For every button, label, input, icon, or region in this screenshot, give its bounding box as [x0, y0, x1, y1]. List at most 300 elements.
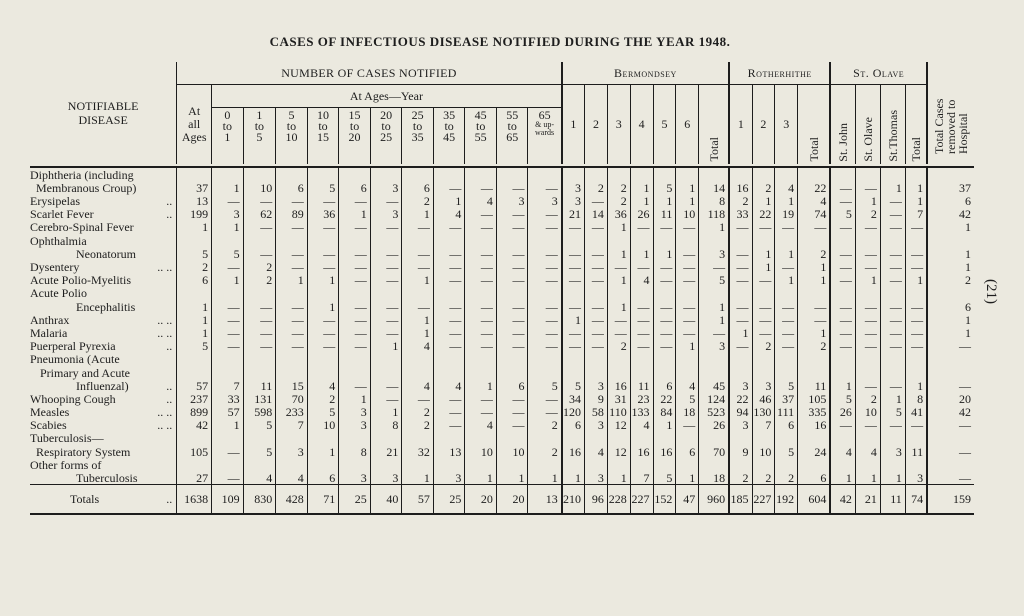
- table-cell: —: [496, 392, 528, 405]
- table-cell: [528, 167, 562, 181]
- table-cell: —: [276, 194, 308, 207]
- table-cell: —: [729, 220, 752, 233]
- table-cell: —: [243, 313, 276, 326]
- totals-cell: 25: [433, 485, 465, 515]
- table-cell: [775, 352, 798, 365]
- table-cell: —: [370, 313, 402, 326]
- table-cell: 10: [855, 405, 880, 418]
- table-cell: [880, 365, 905, 378]
- table-cell: 18: [676, 405, 699, 418]
- all-ages-header: At all Ages: [181, 103, 207, 144]
- table-cell: —: [496, 181, 528, 194]
- table-cell: —: [496, 326, 528, 339]
- table-cell: —: [402, 247, 434, 260]
- table-cell: —: [959, 378, 971, 393]
- table-cell: —: [855, 339, 880, 352]
- table-cell: —: [653, 220, 676, 233]
- table-cell: —: [212, 444, 244, 457]
- table-cell: —: [212, 339, 244, 352]
- table-row: [30, 207, 974, 220]
- table-cell: —: [339, 379, 371, 392]
- table-cell: 22: [752, 207, 775, 220]
- table-cell: 1: [676, 181, 699, 194]
- table-cell: [880, 458, 905, 471]
- age-band-to: 20: [348, 130, 361, 144]
- table-cell: —: [855, 299, 880, 312]
- age-band-from: 15: [348, 108, 361, 122]
- table-cell: 1: [607, 220, 630, 233]
- table-cell: 7: [276, 418, 308, 431]
- table-cell: —: [855, 181, 880, 194]
- table-cell: [905, 233, 927, 246]
- table-cell: [775, 458, 798, 471]
- table-cell: 1: [177, 220, 212, 233]
- table-cell: —: [775, 220, 798, 233]
- table-cell: 16: [653, 444, 676, 457]
- page-number: (21): [983, 279, 999, 304]
- table-cell: [927, 352, 974, 365]
- bermondsey-total-header: Total: [706, 137, 721, 162]
- table-cell: —: [676, 220, 699, 233]
- age-band-to-word: to: [475, 119, 486, 133]
- table-cell: 11: [905, 444, 927, 457]
- table-cell: —: [528, 326, 562, 339]
- table-cell: [276, 167, 308, 181]
- table-cell: —: [528, 181, 562, 194]
- table-cell: —: [905, 299, 927, 312]
- table-cell: 1: [965, 260, 971, 274]
- table-cell: 5: [243, 418, 276, 431]
- table-cell: —: [585, 313, 608, 326]
- table-cell: —: [855, 418, 880, 431]
- bermondsey-col-4: 4: [630, 85, 653, 164]
- table-cell: —: [630, 299, 653, 312]
- table-cell: —: [775, 260, 798, 273]
- table-cell: 1: [528, 471, 562, 485]
- table-cell: —: [855, 260, 880, 273]
- table-cell: —: [307, 220, 339, 233]
- table-cell: 2: [752, 181, 775, 194]
- age-band-to: 10: [285, 130, 298, 144]
- table-cell: 1: [177, 326, 212, 339]
- table-cell: [433, 365, 465, 378]
- leader-dots: .. ..: [157, 405, 173, 420]
- table-cell: 10: [307, 418, 339, 431]
- leader-dots: ..: [166, 207, 173, 222]
- table-cell: 131: [243, 392, 276, 405]
- table-cell: —: [276, 247, 308, 260]
- table-cell: —: [496, 405, 528, 418]
- table-cell: [699, 233, 729, 246]
- table-cell: 5: [307, 181, 339, 194]
- ages-year-header: At Ages—Year: [212, 85, 562, 108]
- table-cell: 10: [496, 444, 528, 457]
- table-cell: [496, 431, 528, 444]
- table-cell: —: [630, 220, 653, 233]
- table-cell: [585, 167, 608, 181]
- table-cell: —: [752, 220, 775, 233]
- table-cell: 3: [585, 379, 608, 392]
- disease-label: [30, 299, 177, 312]
- table-cell: —: [339, 299, 371, 312]
- table-cell: —: [585, 247, 608, 260]
- table-cell: —: [307, 339, 339, 352]
- table-cell: [927, 233, 974, 246]
- disease-label: [30, 444, 177, 457]
- table-cell: —: [752, 326, 775, 339]
- table-cell: 1: [402, 207, 434, 220]
- table-cell: —: [243, 339, 276, 352]
- table-cell: 10: [243, 181, 276, 194]
- table-cell: 34: [562, 392, 585, 405]
- disease-label: [30, 220, 177, 233]
- age-band-header: [307, 108, 339, 164]
- disease-label: [30, 392, 177, 405]
- table-cell: —: [653, 326, 676, 339]
- table-cell: [752, 286, 775, 299]
- table-cell: 1: [653, 418, 676, 431]
- table-cell: [307, 167, 339, 181]
- table-cell: 110: [607, 405, 630, 418]
- age-band-header: [370, 108, 402, 164]
- table-cell: —: [729, 313, 752, 326]
- bermondsey-col-1: 1: [562, 85, 585, 164]
- table-cell: 3: [585, 471, 608, 485]
- disease-name: Scarlet Fever: [30, 207, 94, 222]
- table-cell: —: [433, 260, 465, 273]
- table-cell: 5: [212, 247, 244, 260]
- bermondsey-col-2: 2: [585, 85, 608, 164]
- disease-name: Acute Polio: [30, 286, 87, 301]
- table-cell: 899: [177, 405, 212, 418]
- table-cell: [402, 365, 434, 378]
- totals-cell: 192: [775, 485, 798, 515]
- table-cell: [177, 431, 212, 444]
- table-cell: [905, 286, 927, 299]
- table-cell: 57: [212, 405, 244, 418]
- table-cell: [433, 286, 465, 299]
- table-cell: —: [212, 326, 244, 339]
- table-cell: 5: [775, 444, 798, 457]
- table-cell: 3: [729, 379, 752, 392]
- table-row: [30, 194, 974, 207]
- table-cell: 2: [528, 444, 562, 457]
- disease-label: [30, 471, 177, 485]
- table-cell: —: [729, 260, 752, 273]
- table-cell: 4: [402, 339, 434, 352]
- table-cell: 1: [562, 471, 585, 485]
- table-cell: [699, 365, 729, 378]
- table-cell: 1: [905, 273, 927, 286]
- table-cell: [855, 352, 880, 365]
- totals-cell: 1638: [177, 485, 212, 515]
- table-cell: 1: [562, 313, 585, 326]
- removed-to-hospital-header: Total Cases removed to Hospital: [932, 98, 971, 154]
- table-cell: [880, 233, 905, 246]
- table-cell: [699, 458, 729, 471]
- table-cell: 2: [798, 247, 831, 260]
- table-cell: 1: [965, 246, 971, 261]
- table-cell: 1: [880, 392, 905, 405]
- table-cell: —: [465, 392, 497, 405]
- table-cell: —: [307, 326, 339, 339]
- disease-name: Measles: [30, 405, 70, 420]
- table-cell: 4: [775, 181, 798, 194]
- table-row: [30, 167, 974, 181]
- table-cell: —: [212, 260, 244, 273]
- table-cell: [905, 458, 927, 471]
- table-cell: —: [465, 220, 497, 233]
- table-cell: —: [676, 299, 699, 312]
- table-cell: 120: [562, 405, 585, 418]
- table-cell: [905, 167, 927, 181]
- table-cell: 94: [729, 405, 752, 418]
- table-cell: 1: [607, 471, 630, 485]
- leader-dots: ..: [166, 194, 173, 209]
- table-row: [30, 365, 974, 378]
- table-cell: 1: [307, 299, 339, 312]
- table-cell: [243, 233, 276, 246]
- table-cell: —: [402, 392, 434, 405]
- table-cell: [402, 431, 434, 444]
- table-cell: [752, 352, 775, 365]
- table-cell: 58: [585, 405, 608, 418]
- table-cell: —: [465, 207, 497, 220]
- table-cell: 1: [880, 471, 905, 485]
- table-cell: 1: [676, 194, 699, 207]
- table-cell: —: [433, 247, 465, 260]
- age-band-to-word: to: [444, 119, 454, 133]
- table-cell: [496, 458, 528, 471]
- table-cell: 13: [177, 194, 212, 207]
- table-cell: 1: [855, 471, 880, 485]
- table-cell: 4: [433, 379, 465, 392]
- st-thomas-header: St.Thomas: [885, 109, 900, 162]
- table-cell: [729, 458, 752, 471]
- bermondsey-col-6: 6: [676, 85, 699, 164]
- table-cell: [830, 286, 855, 299]
- table-cell: 89: [276, 207, 308, 220]
- table-cell: 3: [339, 405, 371, 418]
- table-cell: 36: [607, 207, 630, 220]
- table-cell: —: [433, 299, 465, 312]
- totals-cell: 604: [798, 485, 831, 515]
- table-cell: [496, 286, 528, 299]
- table-cell: —: [212, 471, 244, 485]
- table-cell: [855, 286, 880, 299]
- table-cell: [830, 458, 855, 471]
- age-band-from: 45: [474, 108, 487, 122]
- disease-label: [30, 418, 177, 431]
- table-cell: —: [752, 273, 775, 286]
- table-cell: [653, 352, 676, 365]
- age-band-to-word: to: [222, 119, 232, 133]
- table-cell: —: [433, 418, 465, 431]
- disease-name: Diphtheria (including: [30, 167, 134, 182]
- table-cell: —: [433, 392, 465, 405]
- table-cell: —: [339, 247, 371, 260]
- table-cell: [653, 431, 676, 444]
- table-cell: [307, 365, 339, 378]
- disease-name: Tuberculosis—: [30, 431, 104, 446]
- table-cell: 3: [212, 207, 244, 220]
- table-cell: —: [676, 247, 699, 260]
- table-cell: [775, 167, 798, 181]
- table-cell: [212, 233, 244, 246]
- age-band-to: & up-wards: [535, 120, 555, 137]
- table-cell: [339, 233, 371, 246]
- disease-label: [30, 273, 177, 286]
- table-cell: —: [496, 418, 528, 431]
- table-cell: [798, 286, 831, 299]
- table-cell: 33: [729, 207, 752, 220]
- totals-cell: 96: [585, 485, 608, 515]
- table-cell: 2: [585, 181, 608, 194]
- totals-cell: 228: [607, 485, 630, 515]
- table-cell: [927, 167, 974, 181]
- table-row: [30, 392, 974, 405]
- table-cell: —: [528, 260, 562, 273]
- table-cell: 1: [775, 247, 798, 260]
- table-cell: —: [496, 299, 528, 312]
- table-cell: 1: [965, 220, 971, 235]
- table-cell: 598: [243, 405, 276, 418]
- totals-cell: 210: [562, 485, 585, 515]
- table-cell: [339, 352, 371, 365]
- table-cell: —: [339, 194, 371, 207]
- table-cell: [585, 365, 608, 378]
- table-cell: [243, 352, 276, 365]
- table-cell: 11: [798, 379, 831, 392]
- table-cell: —: [496, 247, 528, 260]
- age-band-header: [465, 108, 497, 164]
- table-cell: —: [830, 273, 855, 286]
- table-cell: —: [880, 326, 905, 339]
- table-cell: —: [496, 220, 528, 233]
- table-cell: [370, 431, 402, 444]
- totals-cell: 227: [630, 485, 653, 515]
- table-cell: 2: [855, 207, 880, 220]
- table-cell: 1: [433, 194, 465, 207]
- table-cell: —: [562, 247, 585, 260]
- table-cell: 3: [370, 207, 402, 220]
- table-cell: 5: [880, 405, 905, 418]
- age-band-to: 5: [256, 130, 263, 144]
- table-cell: 4: [676, 379, 699, 392]
- table-cell: 8: [905, 392, 927, 405]
- table-cell: [177, 167, 212, 181]
- disease-label: [30, 339, 177, 352]
- table-cell: 1: [630, 247, 653, 260]
- table-cell: 16: [562, 444, 585, 457]
- table-cell: 24: [798, 444, 831, 457]
- table-cell: —: [729, 299, 752, 312]
- table-cell: —: [959, 471, 971, 485]
- table-cell: [496, 167, 528, 181]
- table-cell: —: [528, 247, 562, 260]
- table-cell: [653, 458, 676, 471]
- table-cell: [585, 431, 608, 444]
- table-cell: 5: [699, 273, 729, 286]
- totals-label-cell: [30, 485, 177, 515]
- table-cell: —: [959, 418, 971, 433]
- disease-label: [30, 326, 177, 339]
- table-cell: [855, 458, 880, 471]
- table-cell: 6: [496, 379, 528, 392]
- table-cell: [177, 286, 212, 299]
- table-cell: 199: [177, 207, 212, 220]
- age-band-to: 15: [317, 130, 329, 144]
- totals-cell: 185: [729, 485, 752, 515]
- table-cell: [676, 458, 699, 471]
- table-cell: 1: [699, 299, 729, 312]
- table-cell: [905, 431, 927, 444]
- table-cell: 6: [562, 418, 585, 431]
- table-cell: [276, 286, 308, 299]
- table-cell: [433, 352, 465, 365]
- table-cell: 1: [339, 207, 371, 220]
- table-cell: 5: [243, 444, 276, 457]
- age-band-header: [212, 108, 244, 164]
- table-cell: [307, 431, 339, 444]
- table-cell: 1: [276, 273, 308, 286]
- table-cell: [562, 458, 585, 471]
- table-cell: —: [496, 207, 528, 220]
- table-cell: —: [585, 220, 608, 233]
- table-cell: 26: [830, 405, 855, 418]
- table-cell: 335: [798, 405, 831, 418]
- leader-dots: .. ..: [157, 418, 173, 433]
- totals-cell: 109: [212, 485, 244, 515]
- table-cell: —: [959, 444, 971, 459]
- table-cell: 4: [855, 444, 880, 457]
- table-cell: —: [465, 405, 497, 418]
- table-cell: 37: [177, 181, 212, 194]
- table-cell: 6: [965, 299, 971, 314]
- table-cell: [798, 167, 831, 181]
- rotherhithe-total-header: Total: [806, 137, 821, 162]
- age-band-header: [528, 108, 562, 164]
- table-cell: 2: [729, 471, 752, 485]
- table-cell: [752, 233, 775, 246]
- table-cell: 2: [307, 392, 339, 405]
- table-cell: [585, 233, 608, 246]
- table-cell: 42: [959, 207, 971, 222]
- table-cell: [729, 286, 752, 299]
- disease-label: [30, 365, 177, 378]
- age-band-to-word: to: [254, 119, 265, 133]
- table-cell: —: [212, 299, 244, 312]
- table-cell: 1: [798, 260, 831, 273]
- table-cell: [729, 352, 752, 365]
- table-cell: [607, 458, 630, 471]
- table-cell: 5: [177, 247, 212, 260]
- table-cell: 5: [830, 392, 855, 405]
- table-cell: 1: [965, 325, 971, 340]
- table-cell: 1: [212, 418, 244, 431]
- table-cell: —: [465, 181, 497, 194]
- table-cell: —: [307, 194, 339, 207]
- leader-dots: .. ..: [157, 312, 173, 327]
- totals-cell: 57: [402, 485, 434, 515]
- table-cell: 10: [752, 444, 775, 457]
- disease-name: Scabies: [30, 418, 67, 433]
- cases-notified-header: NUMBER OF CASES NOTIFIED: [177, 62, 562, 85]
- table-cell: [798, 458, 831, 471]
- table-cell: 6: [339, 181, 371, 194]
- table-cell: 1: [307, 273, 339, 286]
- table-cell: 3: [528, 194, 562, 207]
